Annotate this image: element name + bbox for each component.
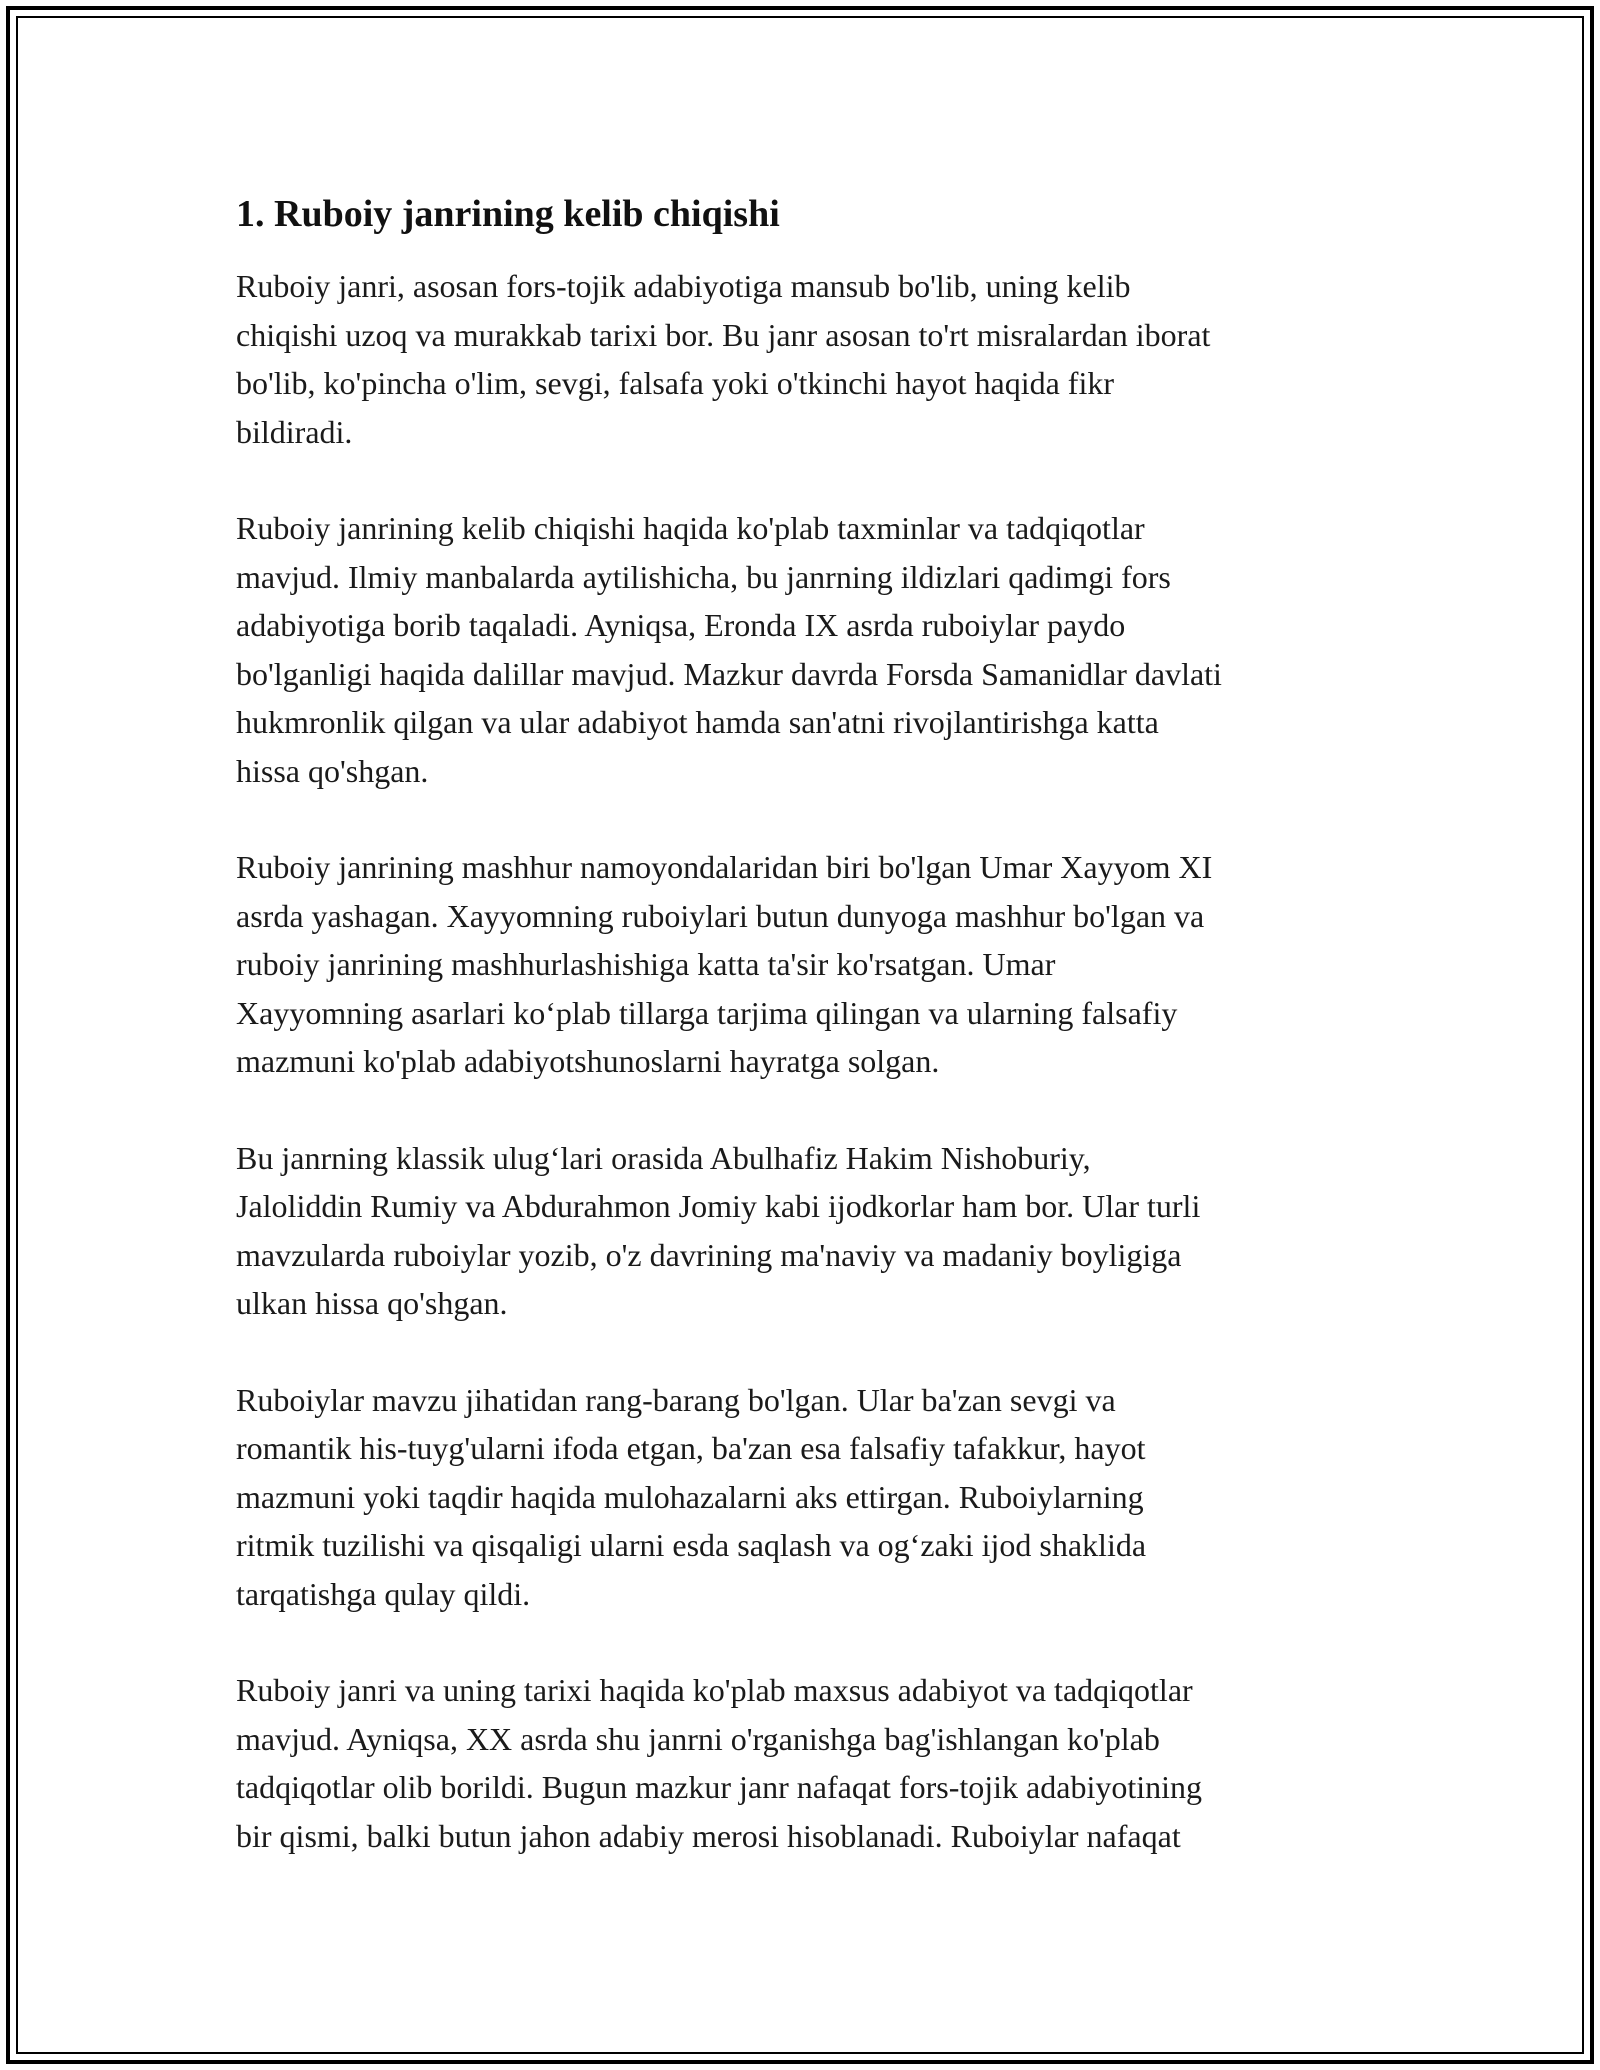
text-line: Ruboiy janrining mashhur namoyondalaridan biri bo'lgan Umar Xayyom XI (236, 849, 1213, 885)
text-line: Bu janrning klassik ulug‘lari orasida Abulhafiz Hakim Nishoburiy, (236, 1139, 1091, 1176)
text-line: ulkan hissa qo'shgan. (236, 1285, 508, 1321)
section-heading: 1. Ruboiy janrining kelib chiqishi (236, 193, 780, 235)
text-line: tadqiqotlar olib borildi. Bugun mazkur janr nafaqat fors-tojik adabiyotining (236, 1769, 1202, 1805)
text-line: hissa qo'shgan. (236, 752, 429, 789)
text-line: bo'lganligi haqida dalillar mavjud. Mazkur davrda Forsda Samanidlar davlati (236, 655, 1222, 692)
text-line: Jaloliddin Rumiy va Abdurahmon Jomiy kabi ijodkorlar ham bor. Ular turli (236, 1188, 1201, 1224)
text-line: romantik his-tuyg'ularni ifoda etgan, ba'zan esa falsafiy tafakkur, hayot (236, 1430, 1146, 1466)
text-line: Ruboiy janri va uning tarixi haqida ko'plab maxsus adabiyot va tadqiqotlar (236, 1672, 1193, 1708)
text-line: Ruboiy janri, asosan fors-tojik adabiyotiga mansub bo'lib, uning kelib (236, 268, 1131, 304)
text-line: hukmronlik qilgan va ular adabiyot hamda san'atni rivojlantirishga katta (236, 704, 1159, 740)
text-line: Ruboiylar mavzu jihatidan rang-barang bo'lgan. Ular ba'zan sevgi va (236, 1381, 1116, 1418)
text-line: mazmuni yoki taqdir haqida mulohazalarni aks ettirgan. Ruboiylarning (236, 1478, 1144, 1515)
text-line: tarqatishga qulay qildi. (236, 1575, 531, 1612)
paragraph-5 (236, 1376, 1376, 1619)
paragraph-1 (236, 262, 1376, 456)
text-line: adabiyotiga borib taqaladi. Ayniqsa, Eronda IX asrda ruboiylar paydo (236, 607, 1126, 643)
paragraph-6 (236, 1666, 1376, 1860)
paragraph-4 (236, 1134, 1376, 1328)
text-line: bo'lib, ko'pincha o'lim, sevgi, falsafa yoki o'tkinchi hayot haqida fikr (236, 365, 1114, 401)
text-line: mavjud. Ayniqsa, XX asrda shu janrni o'rganishga bag'ishlangan ko'plab (236, 1720, 1160, 1757)
text-line: ritmik tuzilishi va qisqaligi ularni esda saqlash va og‘zaki ijod shaklida (236, 1527, 1147, 1563)
text-line: Ruboiy janrining kelib chiqishi haqida ko'plab taxminlar va tadqiqotlar (236, 510, 1145, 546)
text-line: bildiradi. (236, 413, 353, 450)
paragraph-3 (236, 843, 1376, 1086)
text-line: mazmuni ko'plab adabiyotshunoslarni hayratga solgan. (236, 1043, 940, 1079)
document-body (236, 186, 1376, 1908)
text-line: mavzularda ruboiylar yozib, o'z davrining ma'naviy va madaniy boyligiga (236, 1236, 1182, 1273)
text-line: mavjud. Ilmiy manbalarda aytilishicha, bu janrning ildizlari qadimgi fors (236, 558, 1171, 595)
text-line: chiqishi uzoq va murakkab tarixi bor. Bu janr asosan to'rt misralardan iborat (236, 316, 1211, 353)
text-line: asrda yashagan. Xayyomning ruboiylari butun dunyoga mashhur bo'lgan va (236, 897, 1205, 934)
text-line: ruboiy janrining mashhurlashishiga katta ta'sir ko'rsatgan. Umar (236, 946, 1056, 982)
paragraph-2 (236, 504, 1376, 795)
text-line: bir qismi, balki butun jahon adabiy merosi hisoblanadi. Ruboiylar nafaqat (236, 1817, 1181, 1854)
text-line: Xayyomning asarlari ko‘plab tillarga tarjima qilingan va ularning falsafiy (236, 994, 1178, 1031)
